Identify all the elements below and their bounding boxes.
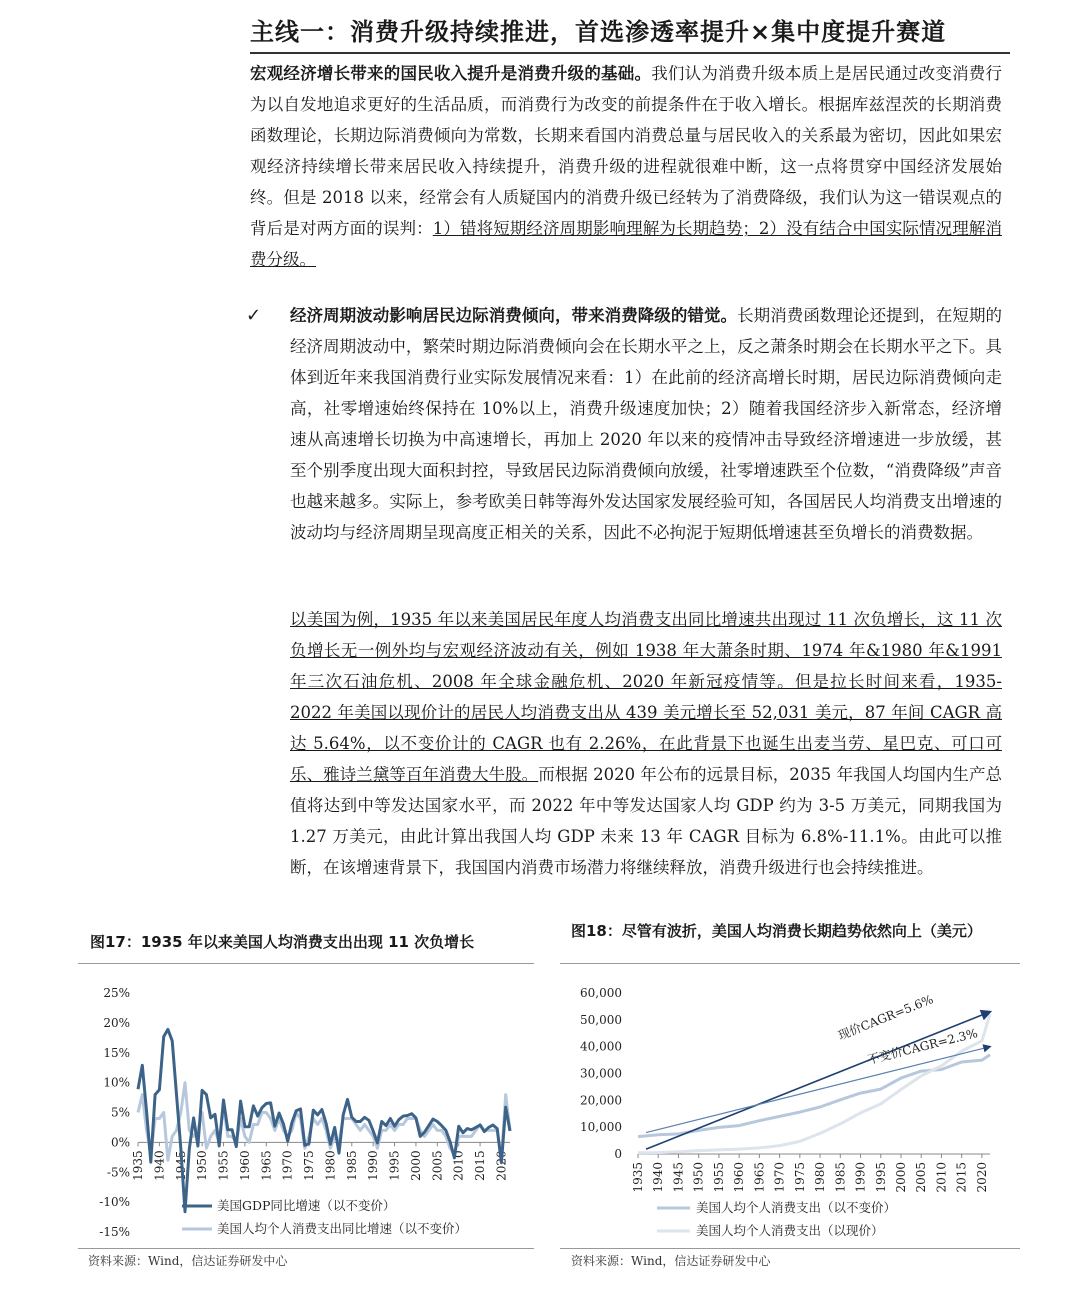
y-tick-label: 15% — [103, 1045, 130, 1060]
x-tick-label: 2000 — [408, 1150, 423, 1181]
intro-underlined: 1）错将短期经济周期影响理解为长期趋势；2）没有结合中国实际情况理解消费分级。 — [250, 219, 1002, 269]
y-tick-label: 0% — [110, 1135, 130, 1150]
cycle-bold-lead: 经济周期波动影响居民边际消费倾向，带来消费降级的错觉。 — [290, 306, 738, 325]
x-tick-label: 1970 — [280, 1150, 295, 1181]
x-tick-label: 1955 — [711, 1162, 726, 1193]
figure18-source: 资料来源：Wind，信达证券研发中心 — [571, 1254, 771, 1268]
x-tick-label: 1965 — [259, 1150, 274, 1181]
intro-body: 我们认为消费升级本质上是居民通过改变消费行为以自发地追求更好的生活品质，而消费行为改变的前提条件在于收入增长。根据库兹涅茨的长期消费函数理论，长期边际消费倾向为常数，长期来看国内消费总量与居民收入的关系最为密切，因此如果宏观经济持续增长带来居民收入持续提升，消费升级的进程就很难中断，这一点将贯穿中国经济发展始终。但是 2018 以来，经常会有人质疑国内的消费升级已经转为了消费降级，我们认为这一错误观点的背后是对两方面的误判： — [250, 64, 1003, 238]
x-tick-label: 1945 — [173, 1150, 188, 1181]
checkmark-icon: ✓ — [246, 305, 262, 326]
y-tick-label: 20,000 — [580, 1093, 622, 1108]
x-tick-label: 2015 — [473, 1150, 488, 1181]
x-tick-label: 1960 — [732, 1162, 747, 1193]
x-tick-label: 2015 — [954, 1162, 969, 1193]
nominal-cagr-arrow — [646, 1012, 990, 1149]
y-tick-label: -5% — [106, 1165, 130, 1180]
real-cagr-label: 不变价CAGR=2.3% — [865, 1026, 980, 1068]
y-tick-label: 40,000 — [580, 1039, 622, 1054]
x-tick-label: 1970 — [772, 1162, 787, 1193]
x-tick-label: 2020 — [494, 1150, 509, 1181]
x-tick-label: 1980 — [813, 1162, 828, 1193]
real-cagr-arrow — [646, 1047, 990, 1133]
y-tick-label: 10% — [103, 1075, 130, 1090]
x-tick-label: 1975 — [792, 1162, 807, 1193]
y-tick-label: 60,000 — [580, 986, 622, 1000]
nominal-cagr-label: 现价CAGR=5.6% — [836, 992, 936, 1043]
x-tick-label: 1950 — [691, 1162, 706, 1193]
y-tick-label: 50,000 — [580, 1012, 622, 1027]
y-tick-label: 25% — [103, 986, 130, 1000]
x-tick-label: 1995 — [387, 1150, 402, 1181]
legend-label: 美国人均个人消费支出（以现价） — [696, 1223, 884, 1238]
x-tick-label: 1955 — [216, 1150, 231, 1181]
us-example-underlined: 以美国为例，1935 年以来美国居民年度人均消费支出同比增速共出现过 11 次负增长，这 11 次负增长无一例外均与宏观经济波动有关，例如 1938 年大萧条时期、1974 年&1980 年&1991 年三次石油危机、2008 年全球金融危机、2020 年新冠疫情等。但是拉长时间来看，1935-2022 年美国以现价计的居民人均消费支出从 439 美元增长至 52,031 美元，87 年间 CAGR 高达 5.64%，以不变价计的 CAGR 也有 2.26%，在此背景下也诞生出麦当劳、星巴克、可口可乐、雅诗兰黛等百年消费大牛股。 — [290, 610, 1002, 784]
x-tick-label: 1935 — [631, 1162, 645, 1193]
y-tick-label: 10,000 — [580, 1120, 622, 1135]
x-tick-label: 1935 — [131, 1150, 145, 1181]
y-tick-label: -10% — [99, 1195, 130, 1210]
cycle-body: 长期消费函数理论还提到，在短期的经济周期波动中，繁荣时期边际消费倾向会在长期水平之上，反之萧条时期会在长期水平之下。具体到近年来我国消费行业实际发展情况来看：1）在此前的经济高增长时期，居民边际消费倾向走高，社零增速始终保持在 10%以上，消费升级速度加快；2）随着我国经济步入新常态，经济增速从高速增长切换为中高速增长，再加上 2020 年以来的疫情冲击导致经济增速进一步放缓，甚至个别季度出现大面积封控，导致居民边际消费倾向放缓，社零增速跌至个位数，“消费降级”声音也越来越多。实际上，参考欧美日韩等海外发达国家发展经验可知，各国居民人均消费支出增速的波动均与经济周期呈现高度正相关的关系，因此不必拘泥于短期低增速甚至负增长的消费数据。 — [290, 306, 1003, 542]
x-tick-label: 1980 — [323, 1150, 338, 1181]
legend-label: 美国人均个人消费支出（以不变价） — [696, 1200, 897, 1215]
x-tick-label: 2010 — [451, 1150, 466, 1181]
y-tick-label: 30,000 — [580, 1066, 622, 1081]
x-tick-label: 1985 — [344, 1150, 359, 1181]
x-tick-label: 1965 — [752, 1162, 767, 1193]
x-tick-label: 1950 — [195, 1150, 210, 1181]
y-tick-label: 5% — [110, 1105, 130, 1120]
x-tick-label: 1990 — [366, 1150, 381, 1181]
y-tick-label: 0 — [614, 1147, 622, 1161]
x-tick-label: 2020 — [974, 1162, 989, 1193]
x-tick-label: 2010 — [934, 1162, 949, 1193]
legend-label: 美国人均个人消费支出同比增速（以不变价） — [217, 1221, 468, 1236]
x-tick-label: 1995 — [873, 1162, 888, 1193]
x-tick-label: 2005 — [430, 1150, 445, 1181]
legend-label: 美国GDP同比增速（以不变价） — [217, 1198, 396, 1213]
x-tick-label: 1990 — [853, 1162, 868, 1193]
us-example-body: 而根据 2020 年公布的远景目标，2035 年我国人均国内生产总值将达到中等发达国家水平，而 2022 年中等发达国家人均 GDP 约为 3-5 万美元，同期我国为 1.27 万美元，由此计算出我国人均 GDP 未来 13 年 CAGR 目标为 6.8%-11.1%。由此可以推断，在该增速背景下，我国国内消费市场潜力将继续释放，消费升级进行也会持续推进。 — [290, 765, 1003, 877]
x-tick-label: 1975 — [302, 1150, 317, 1181]
x-tick-label: 1985 — [833, 1162, 848, 1193]
x-tick-label: 1960 — [237, 1150, 252, 1181]
y-tick-label: 20% — [103, 1015, 130, 1030]
figure17-source: 资料来源：Wind，信达证券研发中心 — [88, 1254, 288, 1268]
y-tick-label: -15% — [99, 1225, 130, 1239]
x-tick-label: 2005 — [914, 1162, 929, 1193]
figure18-title: 图18：尽管有波折，美国人均消费长期趋势依然向上（美元） — [571, 922, 982, 940]
x-tick-label: 2000 — [893, 1162, 908, 1193]
x-tick-label: 1940 — [152, 1150, 167, 1181]
page-title: 主线一：消费升级持续推进，首选渗透率提升×集中度提升赛道 — [250, 12, 1010, 54]
figure17-title: 图17：1935 年以来美国人均消费支出出现 11 次负增长 — [90, 933, 475, 951]
intro-bold-lead: 宏观经济增长带来的国民收入提升是消费升级的基础。 — [250, 64, 652, 83]
x-tick-label: 1940 — [651, 1162, 666, 1193]
x-tick-label: 1945 — [671, 1162, 686, 1193]
